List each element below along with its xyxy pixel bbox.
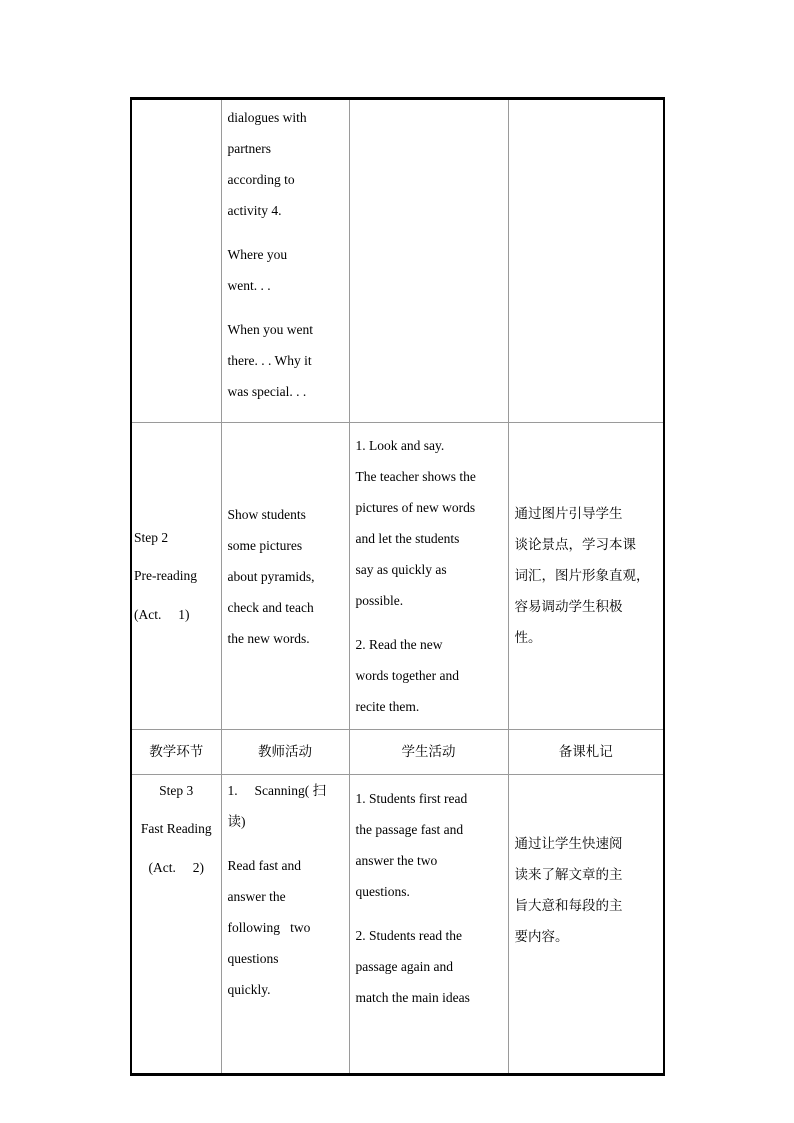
text-line: passage again and bbox=[355, 959, 453, 974]
step-title: Pre-reading bbox=[134, 568, 197, 583]
text-line: The teacher shows the bbox=[355, 469, 476, 484]
text-line: and let the students bbox=[355, 531, 460, 546]
text-line: match the main ideas bbox=[355, 990, 470, 1005]
notes-cell bbox=[508, 775, 664, 1075]
text-line: pictures of new words bbox=[355, 500, 476, 515]
text-line: questions bbox=[227, 951, 279, 966]
text-line: 2. Students read the bbox=[355, 928, 462, 943]
text-line: 性。 bbox=[514, 629, 542, 646]
text-line: 谈论景点，学习本课 bbox=[514, 536, 636, 553]
notes-cell bbox=[508, 423, 664, 730]
table-row bbox=[131, 423, 664, 730]
text-line: about pyramids, bbox=[227, 568, 315, 584]
table-row bbox=[131, 99, 664, 423]
text-line: was special. . . bbox=[227, 384, 307, 399]
text-line: 词汇，图片形象直观， bbox=[514, 567, 650, 584]
teacher-paragraph bbox=[228, 850, 343, 1005]
text-line: check and teach bbox=[227, 599, 314, 615]
text-line: the passage fast and bbox=[355, 822, 464, 837]
text-line: say as quickly as bbox=[355, 562, 447, 577]
text-line: went. . . bbox=[227, 278, 271, 293]
lesson-plan-table bbox=[130, 97, 665, 1076]
text-line: answer the bbox=[227, 889, 286, 904]
notes-cell bbox=[508, 99, 664, 423]
text-line: words together and bbox=[355, 668, 459, 683]
teacher-activity-cell bbox=[221, 99, 349, 423]
text-line: 1. Look and say. bbox=[355, 438, 445, 453]
text-line: Show students bbox=[227, 506, 306, 522]
step-cell bbox=[131, 423, 221, 730]
header-cell-student: 学生活动 bbox=[349, 730, 508, 775]
text-line: there. . . Why it bbox=[227, 353, 312, 368]
text-line: 通过图片引导学生 bbox=[514, 505, 623, 522]
text-line: When you went bbox=[227, 322, 313, 337]
text-line: answer the two bbox=[355, 853, 438, 868]
text-line: according to bbox=[227, 172, 295, 187]
text-line: 容易调动学生积极 bbox=[514, 598, 623, 615]
step-activity: (Act. 1) bbox=[134, 607, 190, 622]
text-line: 读来了解文章的主 bbox=[514, 867, 623, 883]
step-label: Step 3 bbox=[159, 783, 194, 798]
text-line: recite them. bbox=[355, 699, 420, 714]
student-activity-cell bbox=[349, 423, 508, 730]
teacher-paragraph bbox=[228, 239, 343, 301]
student-activity-cell bbox=[349, 775, 508, 1075]
text-line: quickly. bbox=[227, 982, 271, 997]
text-line: 1. Scanning( 扫 bbox=[227, 783, 327, 798]
teacher-paragraph bbox=[228, 102, 343, 226]
step-cell bbox=[131, 99, 221, 423]
student-paragraph bbox=[356, 430, 502, 616]
student-activity-cell bbox=[349, 99, 508, 423]
student-paragraph bbox=[356, 920, 502, 1013]
text-line: some pictures bbox=[227, 537, 303, 553]
step-label: Step 2 bbox=[134, 530, 169, 545]
table-row bbox=[131, 775, 664, 1075]
text-line: 2. Read the new bbox=[355, 637, 443, 652]
text-line: activity 4. bbox=[227, 203, 282, 218]
header-cell-stage: 教学环节 bbox=[131, 730, 221, 775]
student-paragraph bbox=[356, 783, 502, 907]
text-line: 读) bbox=[227, 814, 246, 829]
header-cell-notes: 备课札记 bbox=[508, 730, 664, 775]
teacher-activity-cell bbox=[221, 775, 349, 1075]
text-line: Where you bbox=[227, 247, 288, 262]
text-line: Read fast and bbox=[227, 858, 301, 873]
step-title: Fast Reading bbox=[140, 821, 212, 836]
teacher-paragraph bbox=[228, 775, 343, 837]
teacher-activity-cell bbox=[221, 423, 349, 730]
text-line: partners bbox=[227, 141, 271, 156]
student-paragraph bbox=[356, 629, 502, 722]
step-cell bbox=[131, 775, 221, 1075]
text-line: following two bbox=[227, 920, 311, 935]
teacher-paragraph bbox=[228, 314, 343, 407]
text-line: 要内容。 bbox=[514, 929, 569, 945]
text-line: possible. bbox=[355, 593, 404, 608]
text-line: 1. Students first read bbox=[355, 791, 468, 806]
text-line: 旨大意和每段的主 bbox=[514, 898, 623, 914]
header-cell-teacher: 教师活动 bbox=[221, 730, 349, 775]
text-line: questions. bbox=[355, 884, 410, 899]
text-line: dialogues with bbox=[227, 110, 307, 125]
text-line: 通过让学生快速阅 bbox=[514, 836, 623, 852]
text-line: the new words. bbox=[227, 630, 310, 646]
table-header-row bbox=[131, 730, 664, 775]
step-activity: (Act. 2) bbox=[148, 860, 204, 875]
